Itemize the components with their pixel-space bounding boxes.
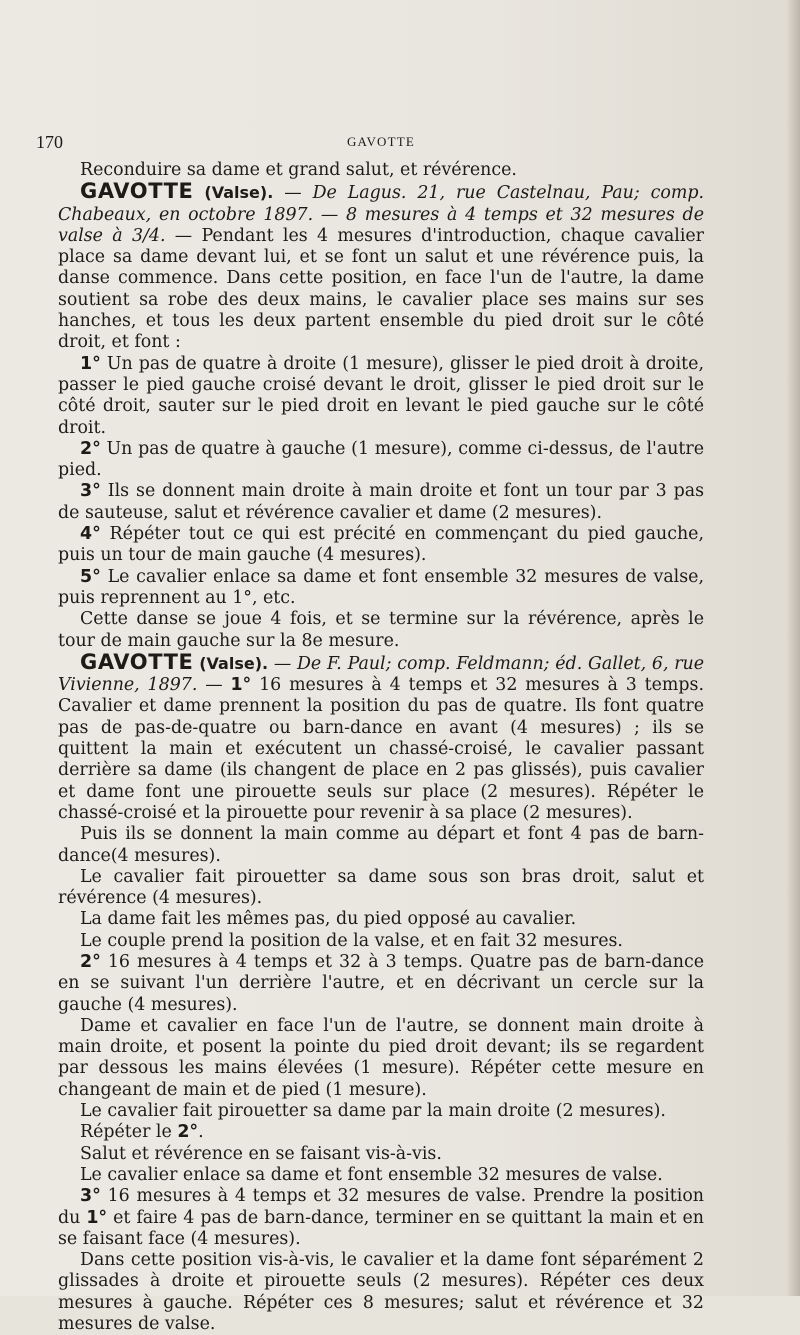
entry-1-title: GAVOTTE [80, 179, 194, 204]
paragraph-text: 16 mesures à 4 temps et 32 à 3 temps. Quatre pas de barn-dance en se suivant l'un derrière l'autre, et en décrivant un cercle sur la gauche (4 mesures). [58, 951, 704, 1015]
paragraph: Dame et cavalier en face l'un de l'autre, se donnent main droite à main droite, et posent la pointe du pied droit devant; ils se regardent par dessous les mains élevées (1 mesure). Répéter cette mesure en changeant de main et de pied (1 mesure). [58, 1015, 704, 1100]
paragraph: Le couple prend la position de la valse, et en fait 32 mesures. [80, 930, 623, 951]
paragraph: Le cavalier fait pirouetter sa dame sous son bras droit, salut et révérence (4 mesures). [58, 866, 704, 909]
running-head [36, 132, 704, 154]
entry-2-part-1: 16 mesures à 4 temps et 32 mesures à 3 temps. Cavalier et dame prennent la position du pas de quatre. Ils font quatre pas de pas-de-quatre ou barn-dance en avant (4 mesures) ; ils se quittent la main et exécutent un chassé-croisé, le cavalier passant derrière sa dame (ils changent de place en 2 pas glissés), puis cavalier et dame font une pirouette seuls sur place (2 mesures). Répéter le chassé-croisé et la pirouette pour revenir à sa place (2 mesures). [58, 675, 705, 823]
entry-1-dash: — [273, 183, 313, 204]
entry-1-step [58, 354, 704, 439]
step-number: 3° [80, 1186, 101, 1207]
entry-2-subtitle: (Valse). [199, 653, 269, 673]
entry-2-dash: — [268, 653, 297, 674]
entry-2-reference: De F. Paul; comp. Feldmann; éd. Gallet, 6, rue Vivienne, 1897. [58, 653, 705, 696]
entry-2-dash: — [197, 675, 231, 696]
step-number: 2° [80, 438, 101, 459]
page-edge-shadow [786, 0, 800, 1296]
paragraph: Dans cette position vis-à-vis, le cavalier et la dame font séparément 2 glissades à droite et pirouette seuls (2 mesures). Répéter ces deux mesures à gauche. Répéter ces 8 mesures; salut et révérence et 32 mesures de valse. [58, 1250, 704, 1335]
entry-1-step [58, 439, 704, 482]
paragraph-text: . [198, 1122, 204, 1143]
entry-1-intro: — Pendant les 4 mesures d'introduction, chaque cavalier place sa dame devant lui, et se font un salut et une révérence puis, la danse commence. Dans cette position, en face l'un de l'autre, la dame soutient sa robe des deux mains, le cavalier place ses mains sur ses hanches, et tous les deux partent ensemble du pied droit sur le côté droit, et font : [58, 225, 704, 353]
step-number: 1° [80, 353, 101, 374]
step-number: 4° [80, 524, 101, 545]
paragraph: Le cavalier enlace sa dame et font ensemble 32 mesures de valse. [80, 1164, 663, 1185]
paragraph-text: et faire 4 pas de barn-dance, terminer en se quittant la main et en se faisant face (4 mesures). [58, 1207, 704, 1249]
entry-2-part-3 [58, 1186, 704, 1250]
entry-2-heading-paragraph [58, 649, 705, 824]
step-text: Répéter tout ce qui est précité en commençant du pied gauche, puis un tour de main gauche (4 mesures). [58, 524, 704, 566]
step-number: 2° [177, 1122, 199, 1143]
entry-1-step [58, 524, 704, 567]
paragraph: Le cavalier fait pirouetter sa dame par la main droite (2 mesures). [80, 1101, 666, 1122]
step-text: Ils se donnent main droite à main droite et font un tour par 3 pas de sauteuse, salut et révérence cavalier et dame (2 mesures). [58, 481, 704, 523]
entry-2-part-2 [58, 952, 704, 1016]
step-number: 5° [80, 566, 101, 587]
entry-1-subtitle: (Valse). [204, 183, 274, 203]
paragraph: Puis ils se donnent la main comme au départ et font 4 pas de barn-dance(4 mesures). [58, 824, 704, 866]
entry-1-step [58, 481, 704, 524]
paragraph: Salut et révérence en se faisant vis-à-vis. [80, 1143, 442, 1164]
paragraph: La dame fait les mêmes pas, du pied opposé au cavalier. [80, 909, 577, 930]
step-number: 1° [230, 675, 252, 696]
page-number: 170 [36, 132, 63, 152]
paragraph [58, 1122, 704, 1143]
step-text: Un pas de quatre à droite (1 mesure), glisser le pied droit à droite, passer le pied gauche croisé devant le droit, glisser le pied droit sur le côté droit, sauter sur le pied droit en levant le pied gauche sur le côté droit. [58, 353, 704, 438]
step-number: 1° [86, 1207, 108, 1228]
entry-2-title: GAVOTTE [80, 649, 194, 674]
entry-1-reference: De Lagus. 21, rue Castelnau, Pau; comp. Chabeaux, en octobre 1897. — 8 mesures à 4 temps et 32 mesures de valse à 3/4. [58, 183, 705, 246]
step-number: 2° [80, 951, 101, 972]
entry-1-heading-paragraph [58, 181, 704, 353]
step-number: 3° [80, 481, 101, 502]
intro-line: Reconduire sa dame et grand salut, et révérence. [80, 160, 517, 180]
entry-1-step [58, 567, 704, 610]
running-head-title: GAVOTTE [346, 134, 416, 149]
entry-1-closing: Cette danse se joue 4 fois, et se termine sur la révérence, après le tour de main gauche sur la 8e mesure. [58, 609, 704, 651]
step-text: Un pas de quatre à gauche (1 mesure), comme ci-dessus, de l'autre pied. [58, 438, 704, 481]
step-text: Le cavalier enlace sa dame et font ensemble 32 mesures de valse, puis reprennent au 1°, etc. [58, 566, 704, 608]
body-text [58, 160, 704, 1335]
paragraph-text: 16 mesures à 4 temps et 32 mesures de valse. Prendre la position du [58, 1186, 704, 1228]
paragraph-text: Répéter le [80, 1122, 178, 1143]
